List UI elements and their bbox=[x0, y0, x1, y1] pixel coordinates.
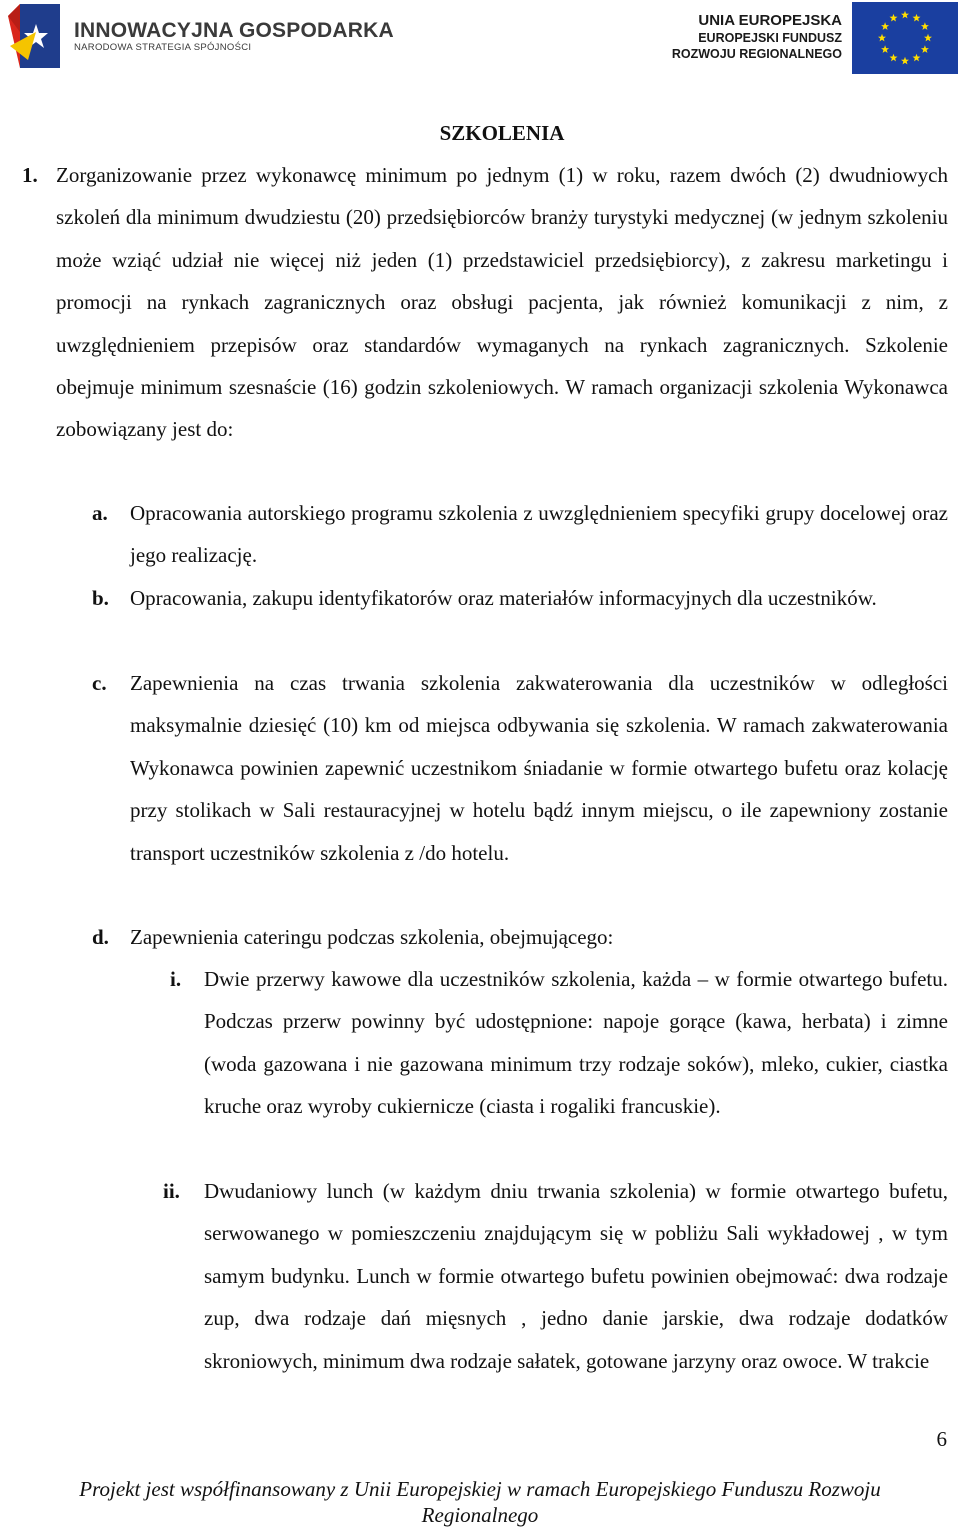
subsubitem-ii-text: Dwudaniowy lunch (w każdym dniu trwania szkolenia) w formie otwartego bufetu, serwowanego w pomieszczeniu znajdującym się w pobliżu Sali wykładowej , w tym samym budynku. Lunch w formie otwartego bufetu powinien obejmować: dwa rodzaje zup, dwa rodzaje dań mięsnych , jedno danie jarskie, dwa rodzaje dodatków skroniowych, minimum dwa rodzaje sałatek, gotowane jarzyny oraz owoce. W trakcie bbox=[204, 1179, 948, 1373]
eu-fund-text bbox=[672, 12, 842, 62]
eu-line-1: UNIA EUROPEJSKA bbox=[698, 12, 842, 29]
eu-flag-icon bbox=[852, 2, 958, 74]
subitem-label-b: b. bbox=[92, 586, 109, 610]
innowacyjna-gospodarka-text bbox=[74, 20, 394, 54]
subitem-label-a: a. bbox=[92, 501, 108, 525]
subsubitem-label-i: i. bbox=[170, 967, 182, 991]
subsubitem-i-text: Dwie przerwy kawowe dla uczestników szkolenia, każda – w formie otwartego bufetu. Podczas przerw powinny być udostępnione: napoje gorące (kawa, herbata) i zimne (woda gazowana i nie gazowana minimum trzy rodzaje soków), mleko, cukier, ciastka kruche oraz wyroby cukiernicze (ciasta i rogaliki francuskie). bbox=[204, 967, 948, 1119]
subitem-c-text: Zapewnienia na czas trwania szkolenia zakwaterowania dla uczestników w odległości maksymalnie dziesięć (10) km od miejsca odbywania się szkolenia. W ramach zakwaterowania Wykonawca powinien zapewnić uczestnikom śniadanie w formie otwartego bufetu oraz kolację przy stolikach w Sali restauracyjnej w hotelu bądź innym miejscu, o ile zapewniony zostanie transport uczestników szkolenia z /do hotelu. bbox=[130, 671, 948, 865]
page-header bbox=[0, 0, 960, 80]
subitem-d-text: Zapewnienia cateringu podczas szkolenia, obejmującego: bbox=[130, 925, 614, 949]
subitem-a-text: Opracowania autorskiego programu szkolenia z uwzględnieniem specyfiki grupy docelowej oraz jego realizację. bbox=[130, 501, 948, 568]
item-1-text: Zorganizowanie przez wykonawcę minimum po jednym (1) w roku, razem dwóch (2) dwudniowych szkoleń dla minimum dwudziestu (20) przedsiębiorców branży turystyki medycznej (w jednym szkoleniu może wziąć udział nie więcej niż jeden (1) przedstawiciel przedsiębiorcy), z zakresu marketingu i promocji na rynkach zagranicznych oraz obsługi pacjenta, jak również komunikacji z nim, z uwzględnieniem przepisów oraz standardów wymaganych na rynkach zagranicznych. Szkolenie obejmuje minimum szesnaście (16) godzin szkoleniowych. W ramach organizacji szkolenia Wykonawca zobowiązany jest do: bbox=[56, 163, 948, 442]
ig-logo-subtitle: NARODOWA STRATEGIA SPÓJNOŚCI bbox=[74, 42, 252, 53]
page-number: 6 bbox=[936, 1427, 947, 1451]
subitem-label-d: d. bbox=[92, 925, 109, 949]
subsubitem-label-ii: ii. bbox=[163, 1179, 180, 1203]
page-title: SZKOLENIA bbox=[439, 121, 565, 145]
eu-line-3: ROZWOJU REGIONALNEGO bbox=[671, 47, 842, 61]
subitem-b-text: Opracowania, zakupu identyfikatorów oraz materiałów informacyjnych dla uczestników. bbox=[130, 586, 877, 610]
innowacyjna-gospodarka-logo bbox=[6, 2, 68, 70]
footer-funding-note: Projekt jest współfinansowany z Unii Europejskiej w ramach Europejskiego Funduszu Rozwoju Regionalnego bbox=[79, 1477, 881, 1527]
eu-line-2: EUROPEJSKI FUNDUSZ bbox=[698, 31, 842, 45]
ig-logo-title: INNOWACYJNA GOSPODARKA bbox=[74, 19, 394, 42]
item-number: 1. bbox=[22, 163, 38, 187]
subitem-label-c: c. bbox=[92, 671, 107, 695]
